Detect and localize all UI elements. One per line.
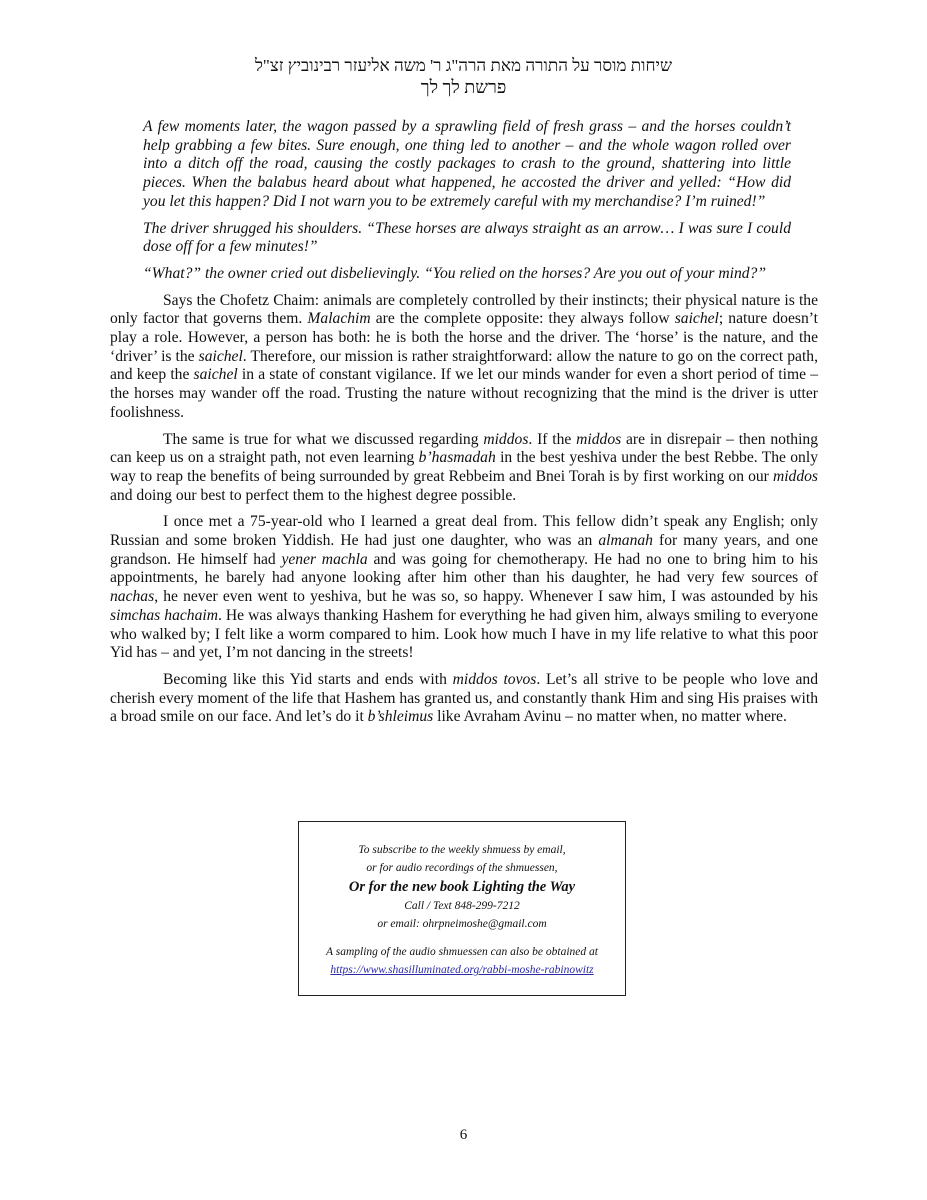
phone-contact: Call / Text 848-299-7212 [404, 900, 520, 912]
page-number: 6 [459, 1127, 468, 1143]
book-promo: Or for the new book Lighting the Way [348, 879, 576, 895]
text-run: . Let’s all strive to be people who love and cherish every moment of the life that Hashem has granted us, and constantly thank Him and sing His praises with a broad smile on our face. And let’s do it [110, 670, 819, 726]
text-run: for many years, and one grandson. He himself had [110, 532, 818, 568]
text-run: Says the Chofetz Chaim: animals are completely controlled by their instincts; their physical nature is the only factor that governs them. [110, 291, 818, 328]
italic-term: almanah [598, 532, 653, 550]
italic-term: saichel [193, 366, 238, 384]
text-run: like Avraham Avinu – no matter when, no matter where. [433, 708, 787, 726]
box-line: To subscribe to the weekly shmuess by email, [358, 844, 566, 856]
box-line: or for audio recordings of the shmuessen, [366, 862, 558, 874]
text-run: in the best yeshiva under the best Rebbe. The only way to reap the benefits of being surrounded by great Rebbeim and Bnei Torah is by first working on our [110, 449, 818, 485]
body-paragraph [110, 431, 818, 506]
body-paragraph [110, 292, 818, 423]
text-run: and was going for chemotherapy. He had no one to bring him to his appointments, he barely had anyone looking after him other than his daughter, he had very few sources of [110, 550, 818, 587]
italic-term: simchas hachaim [110, 606, 218, 624]
italic-term: middos [772, 467, 818, 485]
quote-paragraph: “What?” the owner cried out disbelievingly. “You relied on the horses? Are you out of your mind?” [143, 264, 767, 282]
subscription-box [298, 821, 626, 996]
text-run: I once met a 75-year-old who I learned a great deal from. This fellow didn’t speak any English; only Russian and some broken Yiddish. He had just one daughter, who was an [110, 513, 818, 550]
text-run: . If the [528, 430, 577, 448]
italic-term: nachas [110, 588, 155, 606]
italic-term: middos [483, 430, 529, 448]
quote-paragraph: A few moments later, the wagon passed by a sprawling field of fresh grass – and the horses couldn’t help grabbing a few bites. Sure enough, one thing led to another – and the whole wagon rolled over into a ditch off the road, causing the costly packages to crash to the ground, shattering into little pieces. When the balabus heard about what happened, he accosted the driver and yelled: “How did you let this happen? Did I not warn you to be extremely careful with my merchandise? I’m ruined!” [143, 118, 791, 210]
italic-term: yener machla [281, 550, 368, 568]
text-run: ; nature doesn’t play a role. However, a person has both: he is both the horse and the driver. The ‘horse’ is the nature, and the ‘driver’ is the [110, 310, 818, 365]
italic-term: Malachim [307, 310, 371, 328]
box-line: A sampling of the audio shmuessen can also be obtained at [326, 946, 598, 958]
header-title: שיחות מוסר על התורה מאת הרה"ג ר' משה אליעזר רבינוביץ זצ"ל [254, 56, 673, 75]
email-contact: or email: ohrpneimoshe@gmail.com [377, 918, 547, 930]
text-run: are the complete opposite: they always follow [370, 310, 675, 328]
text-run: The same is true for what we discussed regarding [163, 430, 484, 448]
italic-term: saichel [674, 310, 719, 328]
text-run: Becoming like this Yid starts and ends with [163, 670, 453, 688]
quote-paragraph: The driver shrugged his shoulders. “These horses are always straight as an arrow… I was sure I could dose off for a few minutes!” [143, 219, 791, 256]
text-run: in a state of constant vigilance. If we let our minds wander for even a short period of time – the horses may wander off the road. Trusting the nature without recognizing that the mind is the driver is utter foolishness. [110, 366, 818, 421]
italic-term: saichel [198, 347, 243, 365]
italic-term: middos tovos [452, 670, 537, 688]
text-run: and doing our best to perfect them to the highest degree possible. [110, 486, 517, 504]
article-body [110, 118, 818, 735]
text-run: are in disrepair – then nothing can keep us on a straight path, not even learning [110, 430, 818, 467]
body-paragraph [110, 671, 818, 727]
text-run: . Therefore, our mission is rather straightforward: allow the nature to go on the correct path, and keep the [110, 347, 818, 384]
body-paragraph [110, 513, 818, 663]
italic-term: middos [576, 430, 622, 448]
parsha-title: פרשת לך לך [420, 77, 507, 97]
italic-term: b’hasmadah [418, 449, 496, 467]
italic-term: b’shleimus [367, 708, 434, 726]
text-run: . He was always thanking Hashem for everything he had given him, always smiling to everyone who walked by; I felt like a worm compared to him. Look how much I have in my life relative to what this poor Yid has – and yet, I’m not dancing in the streets! [110, 606, 818, 662]
website-link[interactable]: https://www.shasilluminated.org/rabbi-moshe-rabinowitz [330, 964, 594, 976]
text-run: , he never even went to yeshiva, but he was so, so happy. Whenever I saw him, I was astounded by his [154, 588, 818, 606]
